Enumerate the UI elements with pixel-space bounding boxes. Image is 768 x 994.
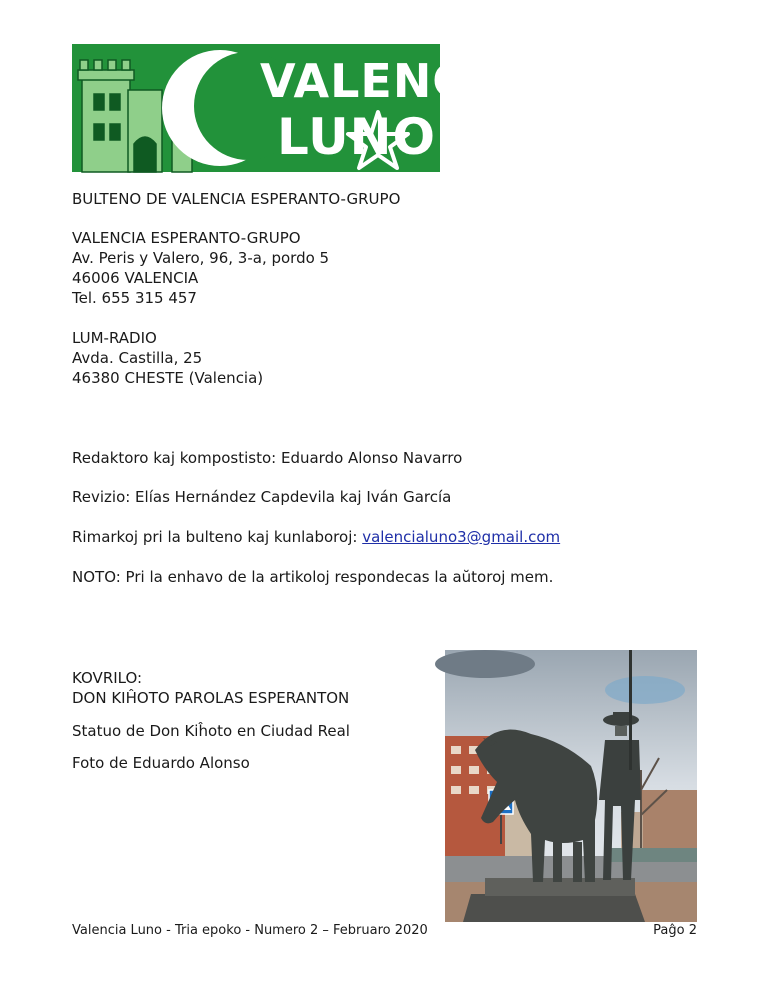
logo-word-valencia: VALENCIA [260,54,522,108]
contact-line [72,527,560,547]
footer-issue-info: Valencia Luno - Tria epoko - Numero 2 – Februaro 2020 [72,923,428,938]
group-address-block [72,228,329,308]
cover-description [72,668,349,708]
bulletin-heading: BULTENO DE VALENCIA ESPERANTO-GRUPO [72,190,401,208]
valencia-luno-logo [72,44,522,172]
cover-title: DON KIĤOTO PAROLAS ESPERANTON [72,689,350,707]
cover-label: KOVRILO: [72,669,143,687]
radio-city: 46380 CHESTE (Valencia) [72,369,264,387]
note-line: NOTO: Pri la enhavo de la artikoloj respondecas la aŭtoroj mem. [72,568,554,586]
radio-name: LUM-RADIO [72,329,157,347]
contact-prefix: Rimarkoj pri la bulteno kaj kunlaboroj: [72,528,363,546]
editor-line: Redaktoro kaj kompostisto: Eduardo Alonso Navarro [72,449,463,467]
contact-email-link[interactable]: valencialuno3@gmail.com [362,528,561,546]
group-name: VALENCIA ESPERANTO-GRUPO [72,229,301,247]
radio-address-block [72,328,263,388]
group-phone: Tel. 655 315 457 [72,289,197,307]
statue-photo-illustration [445,650,697,922]
footer-page-number: Paĝo 2 [653,923,697,938]
cover-caption: Statuo de Don Kiĥoto en Ciudad Real [72,722,350,740]
group-street: Av. Peris y Valero, 96, 3-a, pordo 5 [72,249,330,267]
group-city: 46006 VALENCIA [72,269,199,287]
revision-line: Revizio: Elías Hernández Capdevila kaj Iván García [72,488,452,506]
logo-word-luno: LUNO [277,108,437,166]
radio-street: Avda. Castilla, 25 [72,349,203,367]
photo-credit: Foto de Eduardo Alonso [72,754,250,772]
cover-photo [445,650,697,922]
